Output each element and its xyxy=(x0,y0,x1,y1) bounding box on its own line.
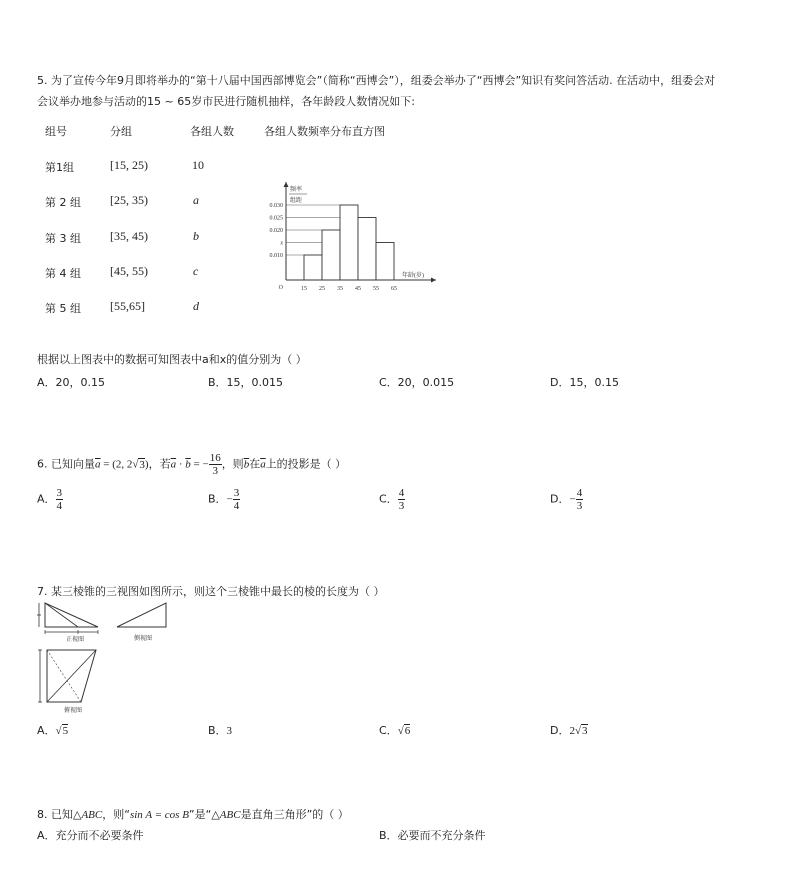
q7-option-d[interactable]: D．2√3 xyxy=(550,724,588,737)
q7-stem: 7. 某三棱锥的三视图如图所示，则这个三棱锥中最长的棱的长度为（ ） xyxy=(37,585,385,598)
q5-option-b[interactable]: B．15，0.015 xyxy=(208,376,284,389)
vector-b: $\overline{b}$ xyxy=(185,458,191,471)
q6-prefix: 6. 已知向量 xyxy=(37,457,95,471)
q5-option-a[interactable]: A．20，0.15 xyxy=(37,376,106,389)
row-count: 10 xyxy=(192,158,204,172)
y-tick-label: 0.025 xyxy=(269,215,283,222)
row-range: [45, 55) xyxy=(110,264,148,278)
row-range: [15, 25) xyxy=(110,158,148,172)
row-range: [35, 45) xyxy=(110,229,148,243)
dot-operator: · xyxy=(176,458,186,471)
q7-option-b[interactable]: B．3 xyxy=(208,724,233,737)
q5-header-count: 各组人数 xyxy=(190,125,234,138)
side-view-figure xyxy=(112,598,172,642)
q5-stem-line1: 5. 为了宣传今年9月即将举办的“第十八届中国西部博览会”（简称“西博会”），组委会举办了“西博会”知识有奖问答活动. 在活动中，组委会对 xyxy=(37,74,716,87)
y-tick-label: x xyxy=(280,240,283,247)
vector-b: $\overline{b}$ xyxy=(243,458,250,471)
triangle-abc: △ABC xyxy=(211,809,241,821)
q7-option-c[interactable]: C．√6 xyxy=(379,724,411,737)
q6-eq1-end: )，若 xyxy=(144,458,171,471)
y-tick-label: 0.020 xyxy=(269,228,283,234)
front-view-figure xyxy=(36,600,106,642)
q5-header-range: 分组 xyxy=(110,125,132,138)
top-view-label: 俯视图 xyxy=(64,708,83,714)
q6-option-c[interactable]: C． $\frac{4}{3}$ xyxy=(379,487,405,512)
row-count: b xyxy=(193,229,199,243)
q5-option-d[interactable]: D．15，0.15 xyxy=(550,376,619,389)
q5-option-c[interactable]: C．20，0.015 xyxy=(379,376,455,389)
row-group: 第 5 组 xyxy=(45,302,81,315)
q6-suffix: 上的投影是（ ） xyxy=(265,457,347,471)
row-group: 第1组 xyxy=(45,161,74,174)
q6-option-a[interactable]: A． $\frac{3}{4}$ xyxy=(37,487,63,512)
fraction: $\frac{16}{3}$ xyxy=(209,452,221,477)
histogram-bar xyxy=(322,230,340,280)
histogram-bar xyxy=(340,205,358,280)
q5-stem-line2: 会议举办地参与活动的15 ~ 65岁市民进行随机抽样，各年龄段人数情况如下: xyxy=(37,95,415,108)
x-axis-label: 年龄(岁) xyxy=(402,273,424,279)
q5-question: 根据以上图表中的数据可知图表中a和x的值分别为（ ） xyxy=(37,353,307,366)
y-tick-label: 0.030 xyxy=(269,203,283,209)
triangle-abc: △ABC xyxy=(73,809,103,821)
x-tick-label: 15 xyxy=(301,286,307,292)
q6-eq1: = (2, 2 xyxy=(100,458,133,471)
x-axis-arrow xyxy=(431,278,436,283)
x-tick-label: 35 xyxy=(337,286,343,292)
x-tick-label: 45 xyxy=(355,286,361,292)
q6-option-d[interactable]: D．− $\frac{4}{3}$ xyxy=(550,487,583,512)
origin-label: O xyxy=(278,285,283,291)
condition-formula: sin A = cos B xyxy=(129,809,189,821)
vector-a: $\overline{a}$ xyxy=(260,458,266,471)
q8-option-a[interactable]: A．充分而不必要条件 xyxy=(37,829,144,842)
q7-option-a[interactable]: A．√5 xyxy=(37,724,69,737)
frequency-histogram xyxy=(262,178,442,298)
x-tick-label: 25 xyxy=(319,286,325,292)
row-count: c xyxy=(193,264,199,278)
y-axis-label: 频率 xyxy=(290,187,303,193)
q6-eq2: = − xyxy=(190,458,209,471)
q5-header-histogram: 各组人数频率分布直方图 xyxy=(264,125,385,138)
histogram-bar xyxy=(358,218,376,281)
vector-a: $\overline{a}$ xyxy=(170,458,177,471)
sqrt-expression: √3 xyxy=(132,458,145,471)
row-range: [25, 35) xyxy=(110,193,148,207)
y-axis-label: 组距 xyxy=(290,198,303,204)
row-group: 第 2 组 xyxy=(45,196,81,209)
row-group: 第 4 组 xyxy=(45,267,81,280)
vector-a: $\overline{a}$ xyxy=(95,458,101,471)
q5-header-group: 组号 xyxy=(45,125,67,138)
y-axis-arrow xyxy=(284,182,289,187)
q6-option-b[interactable]: B．− $\frac{3}{4}$ xyxy=(208,487,240,512)
q8-option-b[interactable]: B．必要而不充分条件 xyxy=(379,829,486,842)
side-view-label: 侧视图 xyxy=(134,636,153,642)
q6-mid2: 在 xyxy=(249,457,261,471)
x-tick-label: 55 xyxy=(373,286,379,292)
x-tick-label: 65 xyxy=(391,286,397,292)
q6-stem xyxy=(37,452,346,477)
histogram-bar xyxy=(304,255,322,280)
y-tick-label: 0.010 xyxy=(269,253,283,259)
front-view-label: 正视图 xyxy=(66,637,85,642)
q8-stem: 8. 已知△ABC，则“sin A = cos B”是“△ABC是直角三角形”的（ ） xyxy=(37,808,349,821)
row-group: 第 3 组 xyxy=(45,232,81,245)
row-count: d xyxy=(193,299,199,313)
q6-mid: ，则 xyxy=(221,457,244,471)
row-range: [55,65] xyxy=(110,299,145,313)
histogram-bar xyxy=(376,243,394,281)
row-count: a xyxy=(193,193,199,207)
top-view-figure xyxy=(36,646,108,716)
